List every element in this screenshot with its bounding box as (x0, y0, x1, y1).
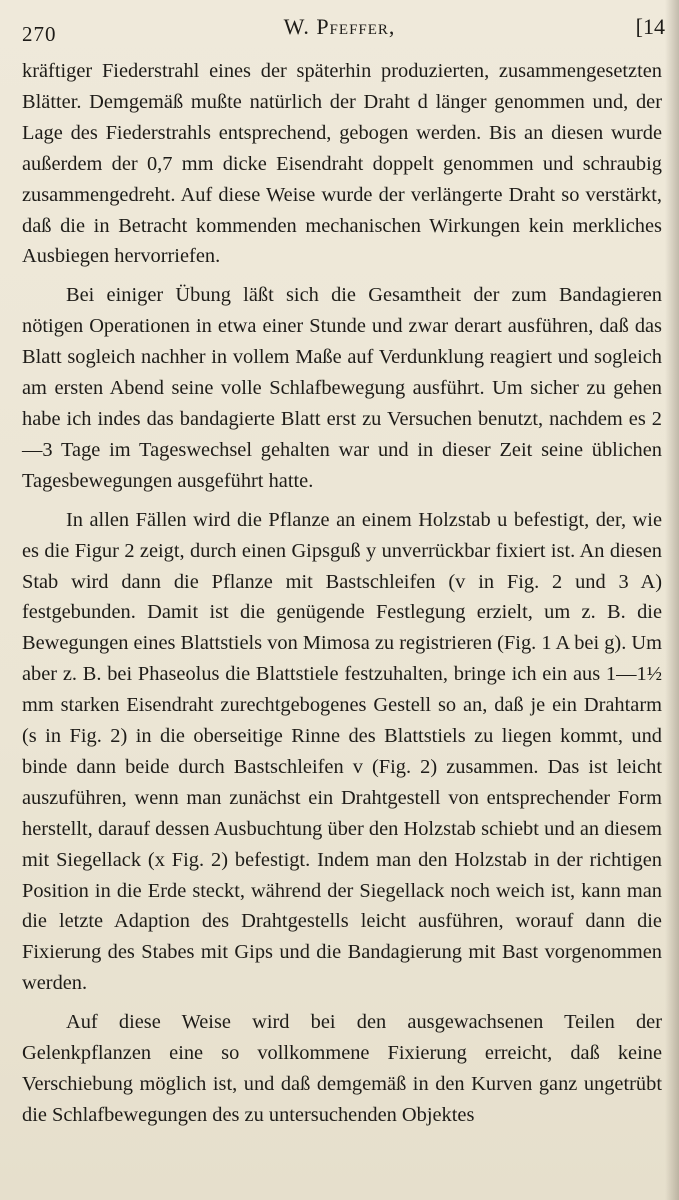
section-marker: [14 (635, 14, 665, 39)
paragraph: Bei einiger Übung läßt sich die Gesamtheit der zum Bandagieren nötigen Operationen in etwa einer Stunde und zwar derart ausführen, daß das Blatt sogleich nachher in vollem Maße auf Verdunklung reagiert und sogleich am ersten Abend seine volle Schlafbewegung ausführt. Um sicher zu gehen habe ich indes das bandagierte Blatt erst zu Versuchen benutzt, nachdem es 2—3 Tage im Tageswechsel gehalten war und in dieser Zeit seine üblichen Tagesbewegungen ausgeführt hatte. (22, 284, 662, 492)
body-text (22, 56, 662, 1131)
paragraph: Auf diese Weise wird bei den ausgewachsenen Teilen der Gelenkpflanzen eine so vollkommene Fixierung erreicht, daß keine Verschiebung möglich ist, und daß demgemäß in den Kurven ganz ungetrübt die Schlafbewegungen des zu untersuchenden Objektes (22, 1011, 662, 1126)
page-header (0, 0, 679, 60)
running-head: W. Pfeffer, (283, 14, 396, 39)
page-number: 270 (22, 22, 57, 46)
paragraph-continued: kräftiger Fiederstrahl eines der späterhin produzierten, zusammengesetzten Blätter. Demgemäß mußte natürlich der Draht d länger genommen und, der Lage des Fiederstrahls entsprechend, gebogen werden. Bis an diesen wurde außerdem der 0,7 mm dicke Eisendraht doppelt genommen und schraubig zusammengedreht. Auf diese Weise wurde der verlängerte Draht so verstärkt, daß die in Betracht kommenden mechanischen Wirkungen kein merkliches Ausbiegen hervorriefen. (22, 60, 662, 268)
paragraph: In allen Fällen wird die Pflanze an einem Holzstab u befestigt, der, wie es die Figur 2 zeigt, durch einen Gipsguß y unverrückbar fixiert ist. An diesen Stab wird dann die Pflanze mit Bastschleifen (v in Fig. 2 und 3 A) festgebunden. Damit ist die genügende Festlegung erzielt, um z. B. die Bewegungen eines Blattstiels von Mimosa zu registrieren (Fig. 1 A bei g). Um aber z. B. bei Phaseolus die Blattstiele festzuhalten, bringe ich ein aus 1—1½ mm starken Eisendraht zurechtgebogenes Gestell so an, daß je ein Drahtarm (s in Fig. 2) in die oberseitige Rinne des Blattstiels zu liegen kommt, und binde dann beide durch Bastschleifen v (Fig. 2) zusammen. Das ist leicht auszuführen, wenn man zunächst ein Drahtgestell von entsprechender Form herstellt, darauf dessen Ausbuchtung über den Holzstab schiebt und an diesem mit Siegellack (x Fig. 2) befestigt. Indem man den Holzstab in der richtigen Position in die Erde steckt, während der Siegellack noch weich ist, kann man die letzte Adaption des Drahtgestells leicht ausführen, worauf dann die Fixierung des Stabes mit Gips und die Bandagierung mit Bast vorgenommen werden. (22, 508, 662, 995)
page-edge-shadow (665, 0, 679, 1200)
